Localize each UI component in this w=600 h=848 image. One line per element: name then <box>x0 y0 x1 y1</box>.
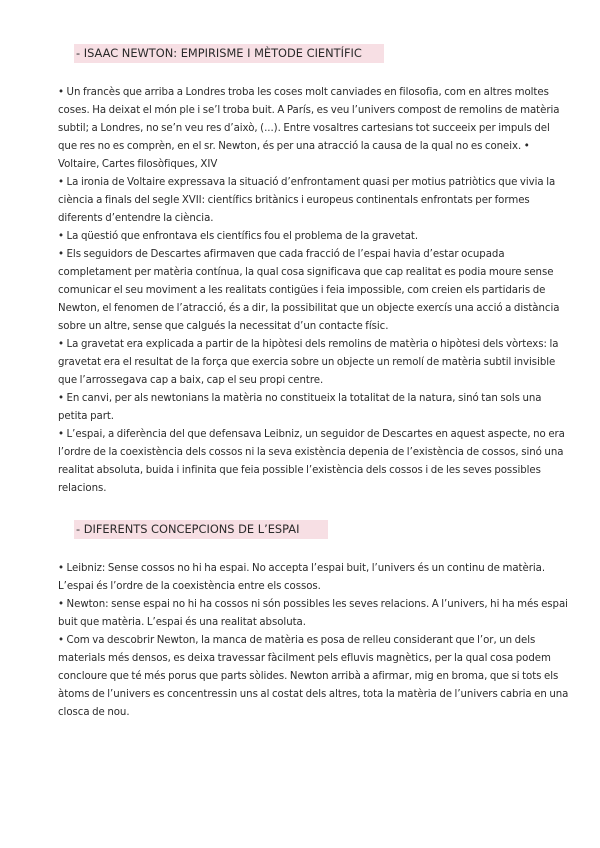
paragraph: • Newton: sense espai no hi ha cossos ni són possibles les seves relacions. A l’univers, hi ha més espai buit que matèria. L’espai és una realitat absoluta. <box>58 599 568 628</box>
section-body-newton <box>58 84 570 498</box>
paragraph: • Com va descobrir Newton, la manca de matèria es posa de relleu considerant que l’or, un dels materials més densos, es deixa travessar fàcilment pels efluvis magnètics, per la qual cosa podem concloure que té més porus que parts sòlides. Newton arribà a afirmar, mig en broma, que si tots els àtoms de l’univers es concentressin uns al costat dels altres, tota la matèria de l’univers cabria en una closca de nou. <box>58 635 569 718</box>
paragraph: • L’espai, a diferència del que defensava Leibniz, un seguidor de Descartes en aquest aspecte, no era l’ordre de la coexistència dels cossos ni la seva existència depenia de l’existència de cossos, sinó una realitat absoluta, buida i infinita que feia possible l’existència dels cossos i de les seves possibles relacions. <box>58 429 565 494</box>
section-heading-space: - DIFERENTS CONCEPCIONS DE L’ESPAI <box>74 520 328 539</box>
paragraph: • Els seguidors de Descartes afirmaven que cada fracció de l’espai havia d’estar ocupada completament per matèria contínua, la qual cosa significava que cap realitat es podia moure sense comunicar el seu moviment a les realitats contigües i feia impossible, com creien els partidaris de Newton, el fenomen de l’atracció, és a dir, la possibilitat que un objecte exercís una acció a distància sobre un altre, sense que calgués la necessitat d’un contacte físic. <box>58 249 560 332</box>
section-body-space <box>58 560 570 722</box>
paragraph: • Leibniz: Sense cossos no hi ha espai. No accepta l’espai buit, l’univers és un continu de matèria. L’espai és l’ordre de la coexistència entre els cossos. <box>58 563 546 592</box>
paragraph: • Un francès que arriba a Londres troba les coses molt canviades en filosofia, com en altres moltes coses. Ha deixat el món ple i se’l troba buit. A París, es veu l’univers compost de remolins de matèria subtil; a Londres, no se’n veu res d’això, (...). Entre vosaltres cartesians tot succeeix per impuls del que res no es comprèn, en el sr. Newton, és per una atracció la causa de la qual no es coneix. • Voltaire, Cartes filosòfiques, XIV <box>58 87 560 170</box>
section-heading-newton: - ISAAC NEWTON: EMPIRISME I MÈTODE CIENTÍFIC <box>74 44 384 63</box>
paragraph: • La gravetat era explicada a partir de la hipòtesi dels remolins de matèria o hipòtesi dels vòrtexs: la gravetat era el resultat de la força que exercia sobre un objecte un remolí de matèria subtil invisible que l’arrossegava cap a baix, cap el seu propi centre. <box>58 339 559 386</box>
paragraph: • La qüestió que enfrontava els científics fou el problema de la gravetat. <box>58 231 419 242</box>
paragraph: • La ironia de Voltaire expressava la situació d’enfrontament quasi per motius patriòtics que vivia la ciència a finals del segle XVII: científics britànics i europeus continentals enfrontats per formes diferents d’entendre la ciència. <box>58 177 556 224</box>
paragraph: • En canvi, per als newtonians la matèria no constitueix la totalitat de la natura, sinó tan sols una petita part. <box>58 393 542 422</box>
